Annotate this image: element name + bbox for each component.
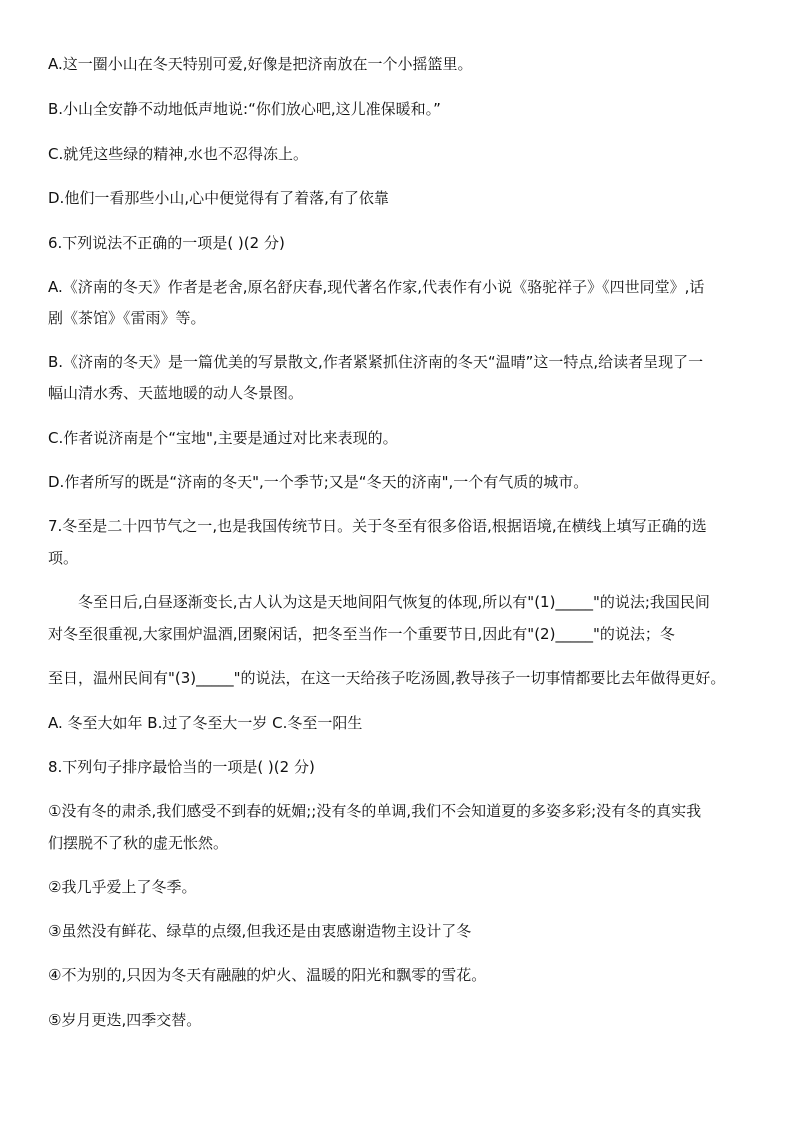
q7-passage-line3: 至日，温州民间有"(3)_____"的说法，在这一天给孩子吃汤圆,教导孩子一切事情都要比去年做得更好。 — [48, 669, 726, 687]
q5-option-d: D.他们一看那些小山,心中便觉得有了着落,有了依靠 — [48, 189, 389, 207]
q8-sentence-1-line1: ①没有冬的肃杀,我们感受不到春的妩媚;;没有冬的单调,我们不会知道夏的多姿多彩;没有冬的真实我 — [48, 802, 702, 820]
q5-option-c: C.就凭这些绿的精神,水也不忍得冻上。 — [48, 145, 309, 163]
q6-option-d: D.作者所写的既是“济南的冬天",一个季节;又是“冬天的济南",一个有气质的城市。 — [48, 473, 589, 491]
q7-choices: A. 冬至大如年 B.过了冬至大一岁 C.冬至一阳生 — [48, 714, 363, 732]
q5-option-a: A.这一圈小山在冬天特别可爱,好像是把济南放在一个小摇篮里。 — [48, 55, 473, 73]
q6-stem: 6.下列说法不正确的一项是( )(2 分) — [48, 234, 285, 252]
q6-option-b-line1: B.《济南的冬天》是一篇优美的写景散文,作者紧紧抓住济南的冬天“温晴”这一特点,给读者呈现了一 — [48, 353, 704, 371]
q6-option-a-line2: 剧《茶馆》《雷雨》等。 — [48, 309, 206, 327]
q7-passage-line2: 对冬至很重视,大家围炉温酒,团聚闲话，把冬至当作一个重要节日,因此有"(2)_____"的说法；冬 — [48, 625, 675, 643]
q5-option-b: B.小山全安静不动地低声地说:“你们放心吧,这儿准保暖和。” — [48, 100, 441, 118]
q7-stem-line2: 项。 — [48, 549, 79, 567]
q8-sentence-5: ⑤岁月更迭,四季交替。 — [48, 1011, 202, 1029]
q7-passage-line1: 冬至日后,白昼逐渐变长,古人认为这是天地间阳气恢复的体现,所以有"(1)_____"的说法;我国民间 — [78, 593, 710, 611]
q8-sentence-1-line2: 们摆脱不了秋的虚无怅然。 — [48, 834, 229, 852]
q8-stem: 8.下列句子排序最恰当的一项是( )(2 分) — [48, 758, 315, 776]
q7-stem-line1: 7.冬至是二十四节气之一,也是我国传统节日。关于冬至有很多俗语,根据语境,在横线上填写正确的选 — [48, 517, 707, 535]
q8-sentence-4: ④不为别的,只因为冬天有融融的炉火、温暖的阳光和飘零的雪花。 — [48, 966, 487, 984]
q6-option-b-line2: 幅山清水秀、天蓝地暖的动人冬景图。 — [48, 384, 304, 402]
q8-sentence-3: ③虽然没有鲜花、绿草的点缀,但我还是由衷感谢造物主设计了冬 — [48, 922, 472, 940]
q6-option-c: C.作者说济南是个“宝地",主要是通过对比来表现的。 — [48, 429, 398, 447]
q6-option-a-line1: A.《济南的冬天》作者是老舍,原名舒庆春,现代著名作家,代表作有小说《骆驼祥子》《四世同堂》,话 — [48, 278, 705, 296]
q8-sentence-2: ②我几乎爱上了冬季。 — [48, 878, 197, 896]
